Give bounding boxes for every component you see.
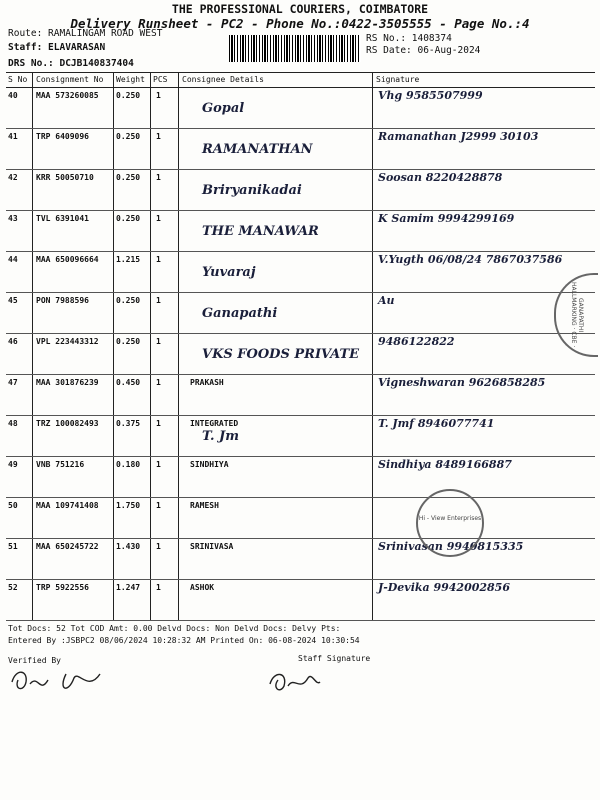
table-row	[6, 292, 595, 334]
row-consignment: MAA 650096664	[36, 255, 99, 264]
row-consignee: ASHOK	[190, 583, 215, 592]
row-weight: 0.375	[116, 419, 141, 428]
table-row	[6, 210, 595, 252]
row-consignee: INTEGRATED	[190, 419, 239, 428]
col-weight: Weight	[116, 75, 145, 84]
row-signature: T. Jmf 8946077741	[378, 417, 495, 430]
staff-signature	[264, 664, 324, 698]
row-signature: Soosan 8220428878	[378, 171, 503, 184]
row-pcs: 1	[156, 296, 161, 305]
row-pcs: 1	[156, 583, 161, 592]
row-pcs: 1	[156, 132, 161, 141]
table-header	[6, 73, 595, 88]
table-row	[6, 333, 595, 375]
row-sno: 48	[8, 419, 18, 428]
row-consignee: SINDHIYA	[190, 460, 229, 469]
row-consignee: PRAKASH	[190, 378, 224, 387]
col-sno: S No	[8, 75, 28, 84]
row-consignment: MAA 650245722	[36, 542, 99, 551]
row-consignment: TRP 6409096	[36, 132, 89, 141]
row-sno: 40	[8, 91, 18, 100]
verified-signature	[8, 664, 118, 698]
row-weight: 0.250	[116, 296, 141, 305]
row-consignment: TVL 6391041	[36, 214, 89, 223]
row-weight: 0.250	[116, 173, 141, 182]
row-signature: Au	[378, 294, 395, 307]
row-consignee-handwritten: Yuvaraj	[202, 265, 256, 280]
row-sno: 42	[8, 173, 18, 182]
table-row	[6, 251, 595, 293]
row-signature: V.Yugth 06/08/24 7867037586	[378, 253, 563, 266]
col-consignment: Consignment No	[36, 75, 104, 84]
row-weight: 0.250	[116, 337, 141, 346]
row-consignment: KRR 50050710	[36, 173, 94, 182]
row-consignment: TRP 5922556	[36, 583, 89, 592]
row-sno: 47	[8, 378, 18, 387]
row-signature: Ramanathan J2999 30103	[378, 130, 539, 143]
row-pcs: 1	[156, 542, 161, 551]
totals-line: Tot Docs: 52 Tot COD Amt: 0.00 Delvd Docs: Non Delvd Docs: Delvy Pts:	[8, 624, 341, 633]
row-weight: 1.247	[116, 583, 141, 592]
row-consignee-handwritten: Gopal	[202, 101, 245, 116]
verified-by-label: Verified By	[8, 656, 61, 665]
row-consignment: TRZ 100082493	[36, 419, 99, 428]
row-pcs: 1	[156, 419, 161, 428]
rs-number: RS No.: 1408374	[366, 33, 452, 44]
row-signature: Vigneshwaran 9626858285	[378, 376, 546, 389]
staff: Staff: ELAVARASAN	[8, 42, 106, 53]
row-consignee-handwritten: Briryanikadai	[202, 183, 302, 198]
row-pcs: 1	[156, 173, 161, 182]
rs-date: RS Date: 06-Aug-2024	[366, 45, 481, 56]
runsheet-table	[6, 72, 595, 621]
row-consignee-handwritten: THE MANAWAR	[202, 224, 319, 239]
row-pcs: 1	[156, 255, 161, 264]
row-signature: Vhg 9585507999	[378, 89, 483, 102]
row-pcs: 1	[156, 337, 161, 346]
row-weight: 1.215	[116, 255, 141, 264]
row-signature: Sindhiya 8489166887	[378, 458, 512, 471]
row-sno: 45	[8, 296, 18, 305]
table-row	[6, 374, 595, 416]
col-pcs: PCS	[153, 75, 168, 84]
row-consignee: SRINIVASA	[190, 542, 234, 551]
row-consignment: MAA 109741408	[36, 501, 99, 510]
row-pcs: 1	[156, 91, 161, 100]
row-consignee-handwritten: Ganapathi	[202, 306, 278, 321]
ganapathi-stamp: GANAPATHI HALLMARKING · CBE ·	[554, 273, 598, 357]
row-consignee: RAMESH	[190, 501, 219, 510]
entered-line: Entered By :JSBPC2 08/06/2024 10:28:32 AM Printed On: 06-08-2024 10:30:54	[8, 636, 360, 645]
row-consignee-handwritten: RAMANATHAN	[202, 142, 313, 157]
table-row	[6, 579, 595, 621]
table-row	[6, 415, 595, 457]
row-signature: Srinivasan 9940815335	[378, 540, 524, 553]
runsheet-title: Delivery Runsheet - PC2 - Phone No.:0422-3505555 - Page No.:4	[70, 16, 530, 31]
row-sno: 51	[8, 542, 18, 551]
table-row	[6, 456, 595, 498]
row-signature: 9486122822	[378, 335, 455, 348]
row-pcs: 1	[156, 378, 161, 387]
row-signature: K Samim 9994299169	[378, 212, 515, 225]
table-row	[6, 128, 595, 170]
table-row	[6, 538, 595, 580]
row-consignment: VPL 223443312	[36, 337, 99, 346]
col-signature: Signature	[376, 75, 420, 84]
row-consignment: MAA 301876239	[36, 378, 99, 387]
row-weight: 0.450	[116, 378, 141, 387]
row-weight: 0.250	[116, 132, 141, 141]
row-pcs: 1	[156, 460, 161, 469]
row-signature: J-Devika 9942002856	[378, 581, 510, 594]
row-pcs: 1	[156, 214, 161, 223]
row-sno: 52	[8, 583, 18, 592]
row-sno: 50	[8, 501, 18, 510]
row-consignment: MAA 573260085	[36, 91, 99, 100]
barcode	[229, 35, 361, 62]
row-weight: 0.250	[116, 91, 141, 100]
row-consignment: VNB 751216	[36, 460, 85, 469]
table-row	[6, 87, 595, 129]
row-sno: 46	[8, 337, 18, 346]
route: Route: RAMALINGAM ROAD WEST	[8, 28, 163, 39]
row-pcs: 1	[156, 501, 161, 510]
row-weight: 0.180	[116, 460, 141, 469]
col-consignee: Consignee Details	[182, 75, 264, 84]
table-row	[6, 169, 595, 211]
row-consignment: PON 7988596	[36, 296, 89, 305]
staff-signature-label: Staff Signature	[298, 654, 371, 663]
row-consignee-handwritten: T. Jm	[202, 429, 239, 444]
company-name: THE PROFESSIONAL COURIERS, COIMBATORE	[171, 2, 429, 16]
row-consignee-handwritten: VKS FOODS PRIVATE	[202, 347, 360, 362]
row-sno: 49	[8, 460, 18, 469]
drs-number: DRS No.: DCJB140837404	[8, 58, 134, 69]
row-sno: 43	[8, 214, 18, 223]
row-sno: 41	[8, 132, 18, 141]
hiview-stamp: Hi - View Enterprises	[416, 489, 484, 557]
row-weight: 0.250	[116, 214, 141, 223]
row-weight: 1.430	[116, 542, 141, 551]
row-weight: 1.750	[116, 501, 141, 510]
table-row	[6, 497, 595, 539]
row-sno: 44	[8, 255, 18, 264]
